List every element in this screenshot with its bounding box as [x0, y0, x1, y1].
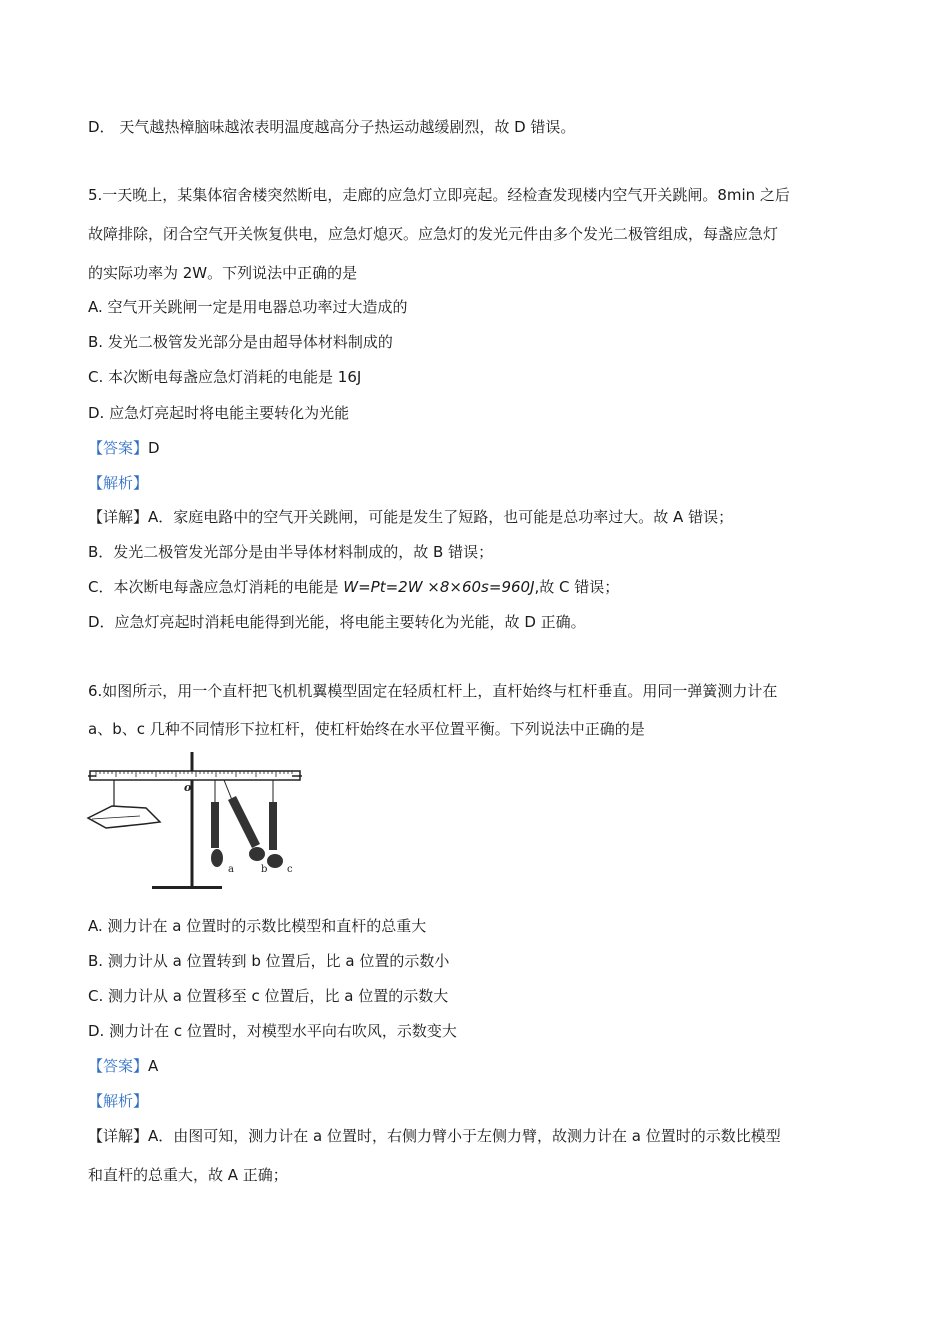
q6-answer: [88, 1056, 868, 1076]
q6-detail-a-line-2: 和直杆的总重大，故 A 正确；: [88, 1166, 288, 1184]
spring-scale-b: [228, 796, 260, 848]
q6-stem-line-1: 6.如图所示，用一个直杆把飞机机翼模型固定在轻质杠杆上，直杆始终与杠杆垂直。用同一弹簧测力计在: [88, 682, 778, 700]
spring-scale-a: [211, 802, 219, 848]
q6-option-d: D. 测力计在 c 位置时，对模型水平向右吹风，示数变大: [88, 1022, 457, 1040]
lever-bar: [90, 771, 300, 780]
q5-option-c: C. 本次断电每盏应急灯消耗的电能是 16J: [88, 368, 362, 386]
q6-option-a: A. 测力计在 a 位置时的示数比模型和直杆的总重大: [88, 917, 427, 935]
q5-answer: [88, 438, 868, 458]
q5-detail-b: B．发光二极管发光部分是由半导体材料制成的，故 B 错误；: [88, 543, 494, 561]
answer-value: D: [148, 439, 160, 457]
spring-scale-c: [269, 802, 277, 850]
weight-b: [249, 847, 265, 861]
label-c: c: [287, 864, 293, 875]
prev-option-d: D． 天气越热樟脑味越浓表明温度越高分子热运动越缓剧烈，故 D 错误。: [88, 118, 576, 136]
q5-analysis-label: 【解析】: [88, 474, 149, 492]
q5-stem-line-3: 的实际功率为 2W。下列说法中正确的是: [88, 264, 358, 282]
label-b: b: [261, 864, 268, 875]
detail-label: 【详解】: [88, 1127, 149, 1145]
detail-c-prefix: C．本次断电每盏应急灯消耗的电能是: [88, 578, 344, 596]
q5-option-d: D. 应急灯亮起时将电能主要转化为光能: [88, 404, 350, 422]
answer-label: 【答案】: [88, 1057, 149, 1075]
q5-detail-c: [88, 577, 868, 597]
q5-stem-line-1: 5.一天晚上，某集体宿舍楼突然断电，走廊的应急灯立即亮起。经检查发现楼内空气开关跳闸。8min 之后: [88, 186, 790, 204]
pivot-label: o: [184, 781, 192, 794]
q5-option-b: B. 发光二极管发光部分是由超导体材料制成的: [88, 333, 393, 351]
lever-figure: [84, 750, 306, 892]
detail-label: 【详解】: [88, 508, 149, 526]
answer-label: 【答案】: [88, 439, 149, 457]
q5-detail-a: [88, 507, 868, 527]
answer-value: A: [148, 1057, 159, 1075]
q5-detail-d: D．应急灯亮起时消耗电能得到光能，将电能主要转化为光能，故 D 正确。: [88, 613, 586, 631]
detail-c-suffix: ,故 C 错误；: [534, 578, 620, 596]
hook-b: [224, 780, 232, 800]
q5-stem-line-2: 故障排除，闭合空气开关恢复供电，应急灯熄灭。应急灯的发光元件由多个发光二极管组成，每盏应急灯: [88, 225, 779, 243]
detail-text: A．由图可知，测力计在 a 位置时，右侧力臂小于左侧力臂，故测力计在 a 位置时的示数比模型: [148, 1127, 781, 1145]
label-a: a: [228, 864, 234, 875]
weight-c: [267, 854, 283, 868]
q5-option-a: A. 空气开关跳闸一定是用电器总功率过大造成的: [88, 298, 408, 316]
weight-a: [211, 849, 223, 867]
q6-detail-a-line-1: [88, 1126, 868, 1146]
detail-text: A．家庭电路中的空气开关跳闸，可能是发生了短路，也可能是总功率过大。故 A 错误；: [148, 508, 734, 526]
q6-stem-line-2: a、b、c 几种不同情形下拉杠杆，使杠杆始终在水平位置平衡。下列说法中正确的是: [88, 720, 645, 738]
stand-base: [152, 886, 222, 889]
q6-analysis-label: 【解析】: [88, 1092, 149, 1110]
detail-c-formula: W=Pt=2W ×8×60s=960J: [343, 578, 535, 596]
q6-option-c: C. 测力计从 a 位置移至 c 位置后，比 a 位置的示数大: [88, 987, 449, 1005]
q6-option-b: B. 测力计从 a 位置转到 b 位置后，比 a 位置的示数小: [88, 952, 450, 970]
